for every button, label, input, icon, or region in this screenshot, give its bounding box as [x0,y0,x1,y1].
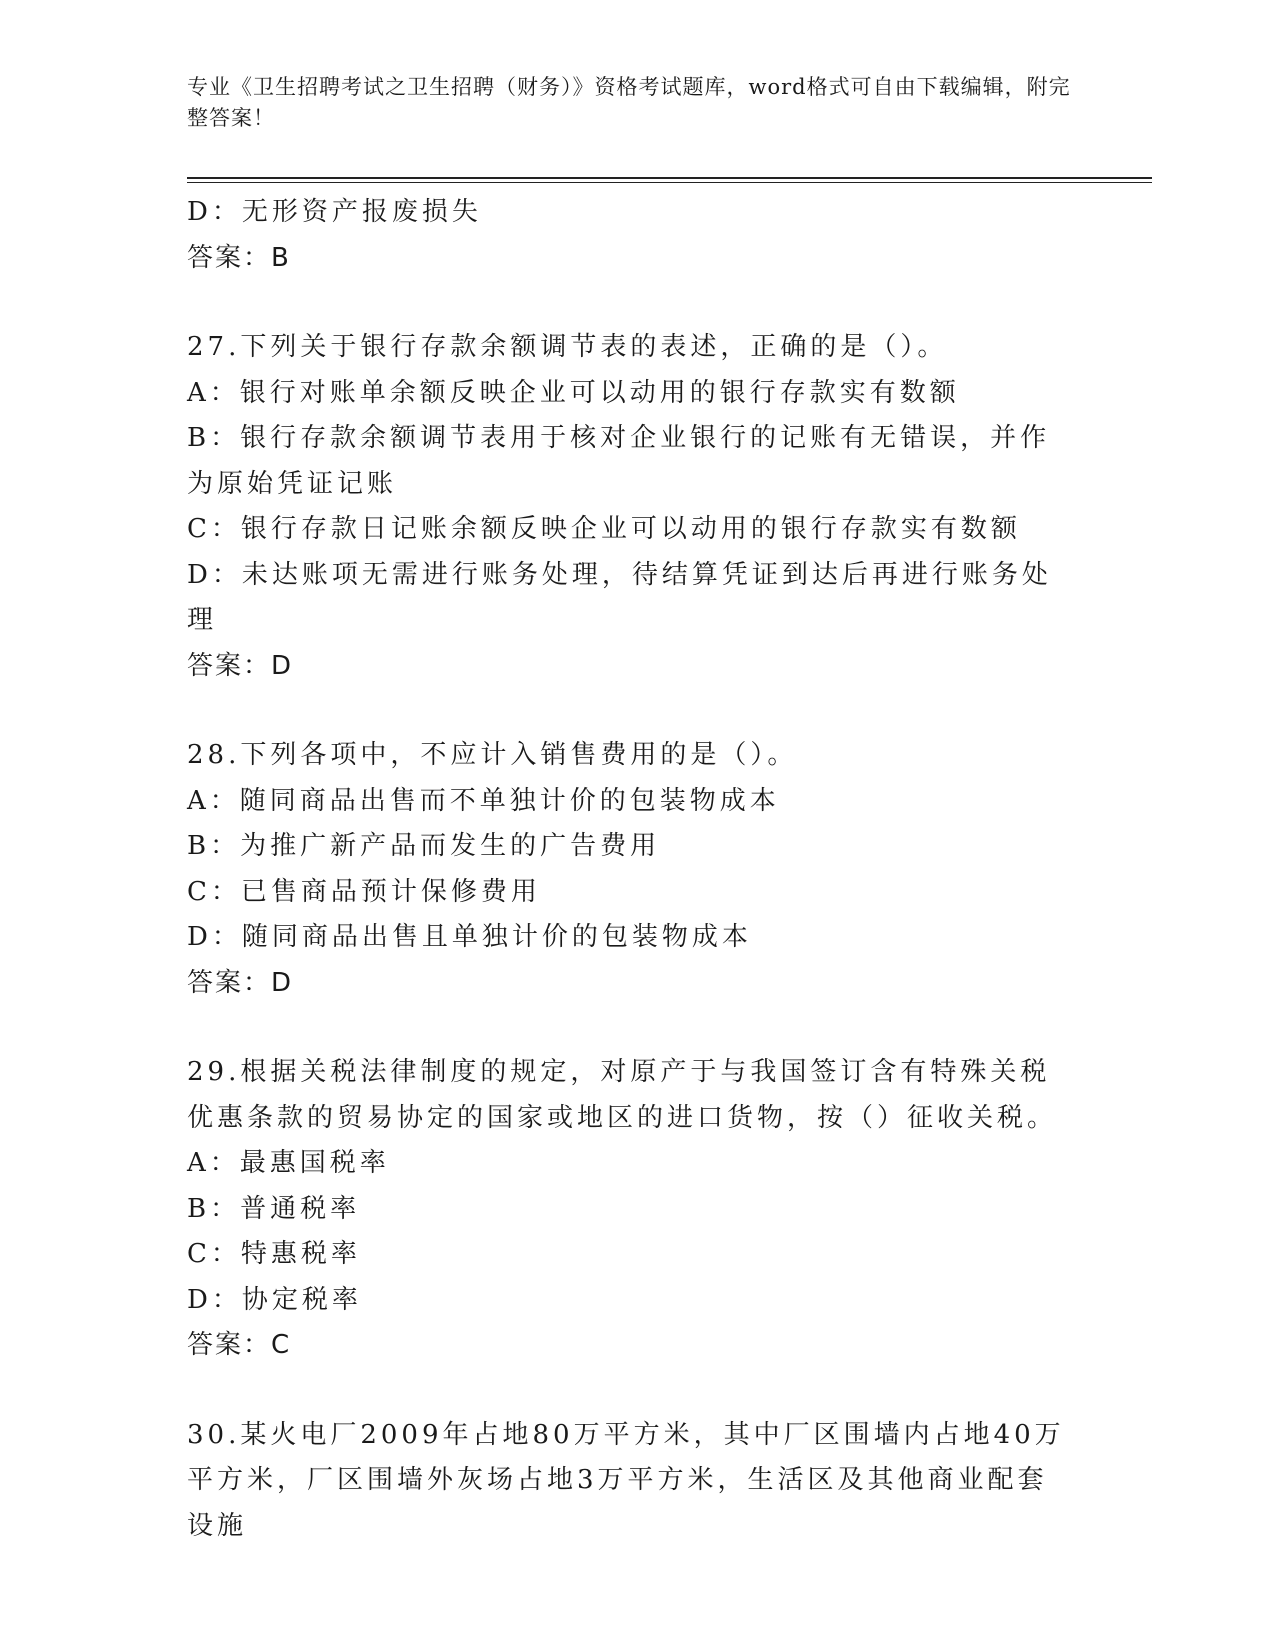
spacer [187,1369,1067,1413]
question-stem: 27.下列关于银行存款余额调节表的表述，正确的是（）。 [187,332,948,362]
question-29 [187,1050,1067,1369]
option-a: A：银行对账单余额反映企业可以动用的银行存款实有数额 [187,377,960,408]
answer-line: 答案：D [187,650,294,681]
option-c: C：特惠税率 [187,1239,361,1269]
spacer [187,689,1067,733]
question-stem: 30.某火电厂2009年占地80万平方米，其中厂区围墙内占地40万平方米，厂区围墙外灰场占地3万平方米，生活区及其他商业配套设施 [187,1419,1065,1541]
document-header: 专业《卫生招聘考试之卫生招聘（财务）》资格考试题库，word格式可自由下载编辑，附完整答案！ [187,75,1071,130]
header-divider-thin [187,182,1152,183]
option-d: D：无形资产报废损失 [187,197,482,227]
document-body [187,190,1067,1549]
option-a: A：随同商品出售而不单独计价的包装物成本 [187,785,780,816]
header-divider-thick [187,177,1152,179]
answer-line: 答案：B [187,242,291,273]
option-b: B：为推广新产品而发生的广告费用 [187,831,661,861]
option-d: D：协定税率 [187,1284,362,1315]
question-stem: 29.根据关税法律制度的规定，对原产于与我国签订含有特殊关税优惠条款的贸易协定的国家或地区的进口货物，按（）征收关税。 [187,1057,1058,1133]
question-27 [187,325,1067,689]
option-b: B：普通税率 [187,1193,361,1224]
answer-line: 答案：D [187,967,294,998]
option-b: B：银行存款余额调节表用于核对企业银行的记账有无错误，并作为原始凭证记账 [187,423,1051,499]
question-26-tail [187,190,1067,281]
question-30 [187,1413,1067,1550]
spacer [187,1006,1067,1050]
answer-line: 答案：C [187,1330,292,1360]
spacer [187,281,1067,325]
option-c: C：银行存款日记账余额反映企业可以动用的银行存款实有数额 [187,514,1021,544]
option-c: C：已售商品预计保修费用 [187,876,541,907]
question-28 [187,733,1067,1006]
option-d: D：随同商品出售且单独计价的包装物成本 [187,922,752,952]
question-stem: 28.下列各项中，不应计入销售费用的是（）。 [187,740,798,770]
option-a: A：最惠国税率 [187,1148,390,1178]
option-d: D：未达账项无需进行账务处理，待结算凭证到达后再进行账务处理 [187,559,1052,635]
